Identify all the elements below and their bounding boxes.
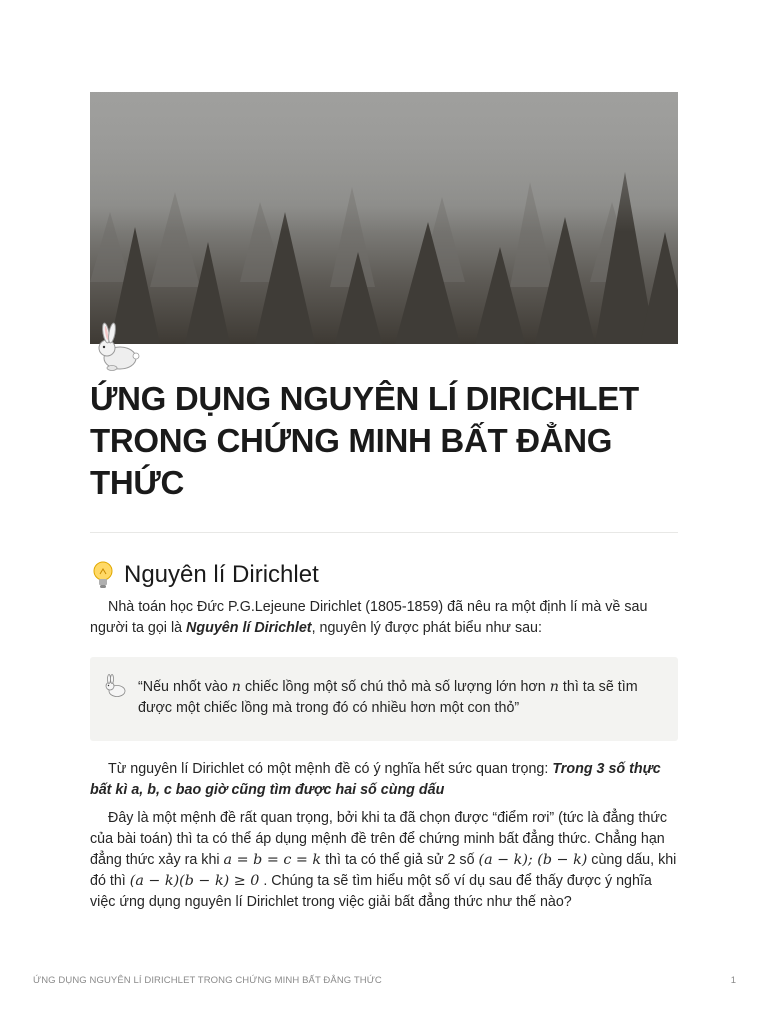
emphasis: Trong 3 số thực bất kì a, b, c bao giờ cũng tìm được hai số cùng dấu [90,761,661,798]
rabbit-icon [102,673,128,699]
callout-text: “Nếu nhốt vào n chiếc lồng một số chú thỏ mà số lượng lớn hơn n thì ta sẽ tìm được một chiếc lồng mà trong đó có nhiều hơn một con thỏ” [138,679,638,716]
cover-image [90,92,678,344]
emphasis: Nguyên lí Dirichlet [186,620,312,636]
page-number: 1 [730,975,736,986]
explanation-paragraph: Đây là một mệnh đề rất quan trọng, bởi khi ta đã chọn được “điểm rơi” (tức là đẳng thức của bài toán) thì ta có thể áp dụng mệnh đề trên để chứng minh bất đẳng thức. Chẳng hạn đẳng thức xảy ra khi a = b = c = k thì ta có thể giả sử 2 số (a − k); (b − k) cùng dấu, khi đó thì (a − k)(b − k) ≥ 0 . Chúng ta sẽ tìm hiểu một số ví dụ sau để thấy được ý nghĩa việc ứng dụng nguyên lí Dirichlet trong việc giải bất đẳng thức như thế nào? [90,810,677,910]
page-title: ỨNG DỤNG NGUYÊN LÍ DIRICHLET TRONG CHỨNG MINH BẤT ĐẲNG THỨC [90,380,639,501]
rabbit-icon [90,318,146,374]
callout-block [90,657,678,741]
section-heading [90,558,319,592]
footer-title: ỨNG DỤNG NGUYÊN LÍ DIRICHLET TRONG CHỨNG MINH BẤT ĐẲNG THỨC [33,975,382,986]
math-inline: a = b = c = k [223,852,322,868]
intro-paragraph: Nhà toán học Đức P.G.Lejeune Dirichlet (1805-1859) đã nêu ra một định lí mà về sau người ta gọi là Nguyên lí Dirichlet, nguyên lý được phát biểu như sau: [90,599,648,636]
statement-paragraph: Từ nguyên lí Dirichlet có một mệnh đề có ý nghĩa hết sức quan trọng: Trong 3 số thực bất kì a, b, c bao giờ cũng tìm được hai số cùng dấu [90,761,661,798]
math-inline: (a − k)(b − k) ≥ 0 [129,873,260,889]
divider [90,532,678,533]
section-heading-text: Nguyên lí Dirichlet [124,561,319,588]
math-inline: (a − k); (b − k) [478,852,588,868]
lightbulb-icon [90,559,116,591]
